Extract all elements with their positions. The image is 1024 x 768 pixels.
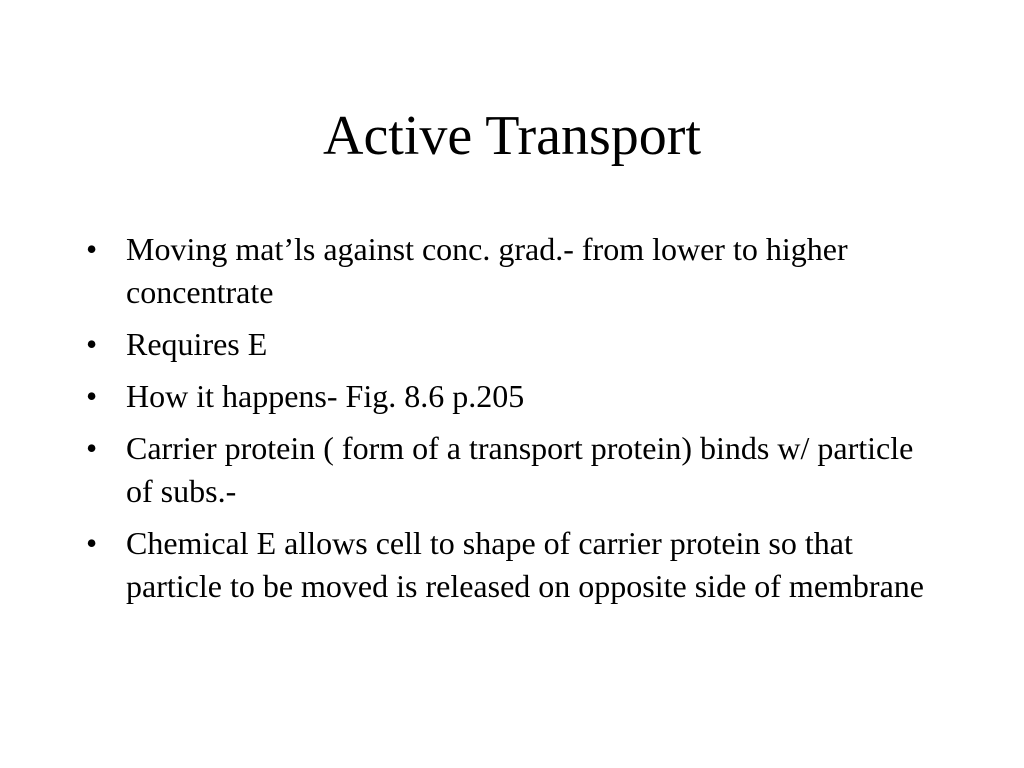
bullet-icon: • <box>86 525 98 561</box>
bullet-item <box>86 375 946 418</box>
bullet-text: Chemical E allows cell to shape of carrier protein so that particle to be moved is released on opposite side of membrane <box>126 525 924 604</box>
bullet-text: Carrier protein ( form of a transport protein) binds w/ particle of subs.- <box>126 430 914 509</box>
slide-title: Active Transport <box>323 105 701 167</box>
bullet-list <box>86 228 946 617</box>
bullet-text: How it happens- Fig. 8.6 p.205 <box>126 378 525 414</box>
bullet-item <box>86 323 946 366</box>
bullet-item <box>86 427 946 513</box>
bullet-text: Requires E <box>126 326 268 362</box>
bullet-text: Moving mat’ls against conc. grad.- from lower to higher concentrate <box>126 231 848 310</box>
bullet-item <box>86 522 946 608</box>
bullet-icon: • <box>86 326 98 362</box>
bullet-item <box>86 228 946 314</box>
bullet-icon: • <box>86 430 98 466</box>
bullet-icon: • <box>86 231 98 267</box>
bullet-icon: • <box>86 378 98 414</box>
